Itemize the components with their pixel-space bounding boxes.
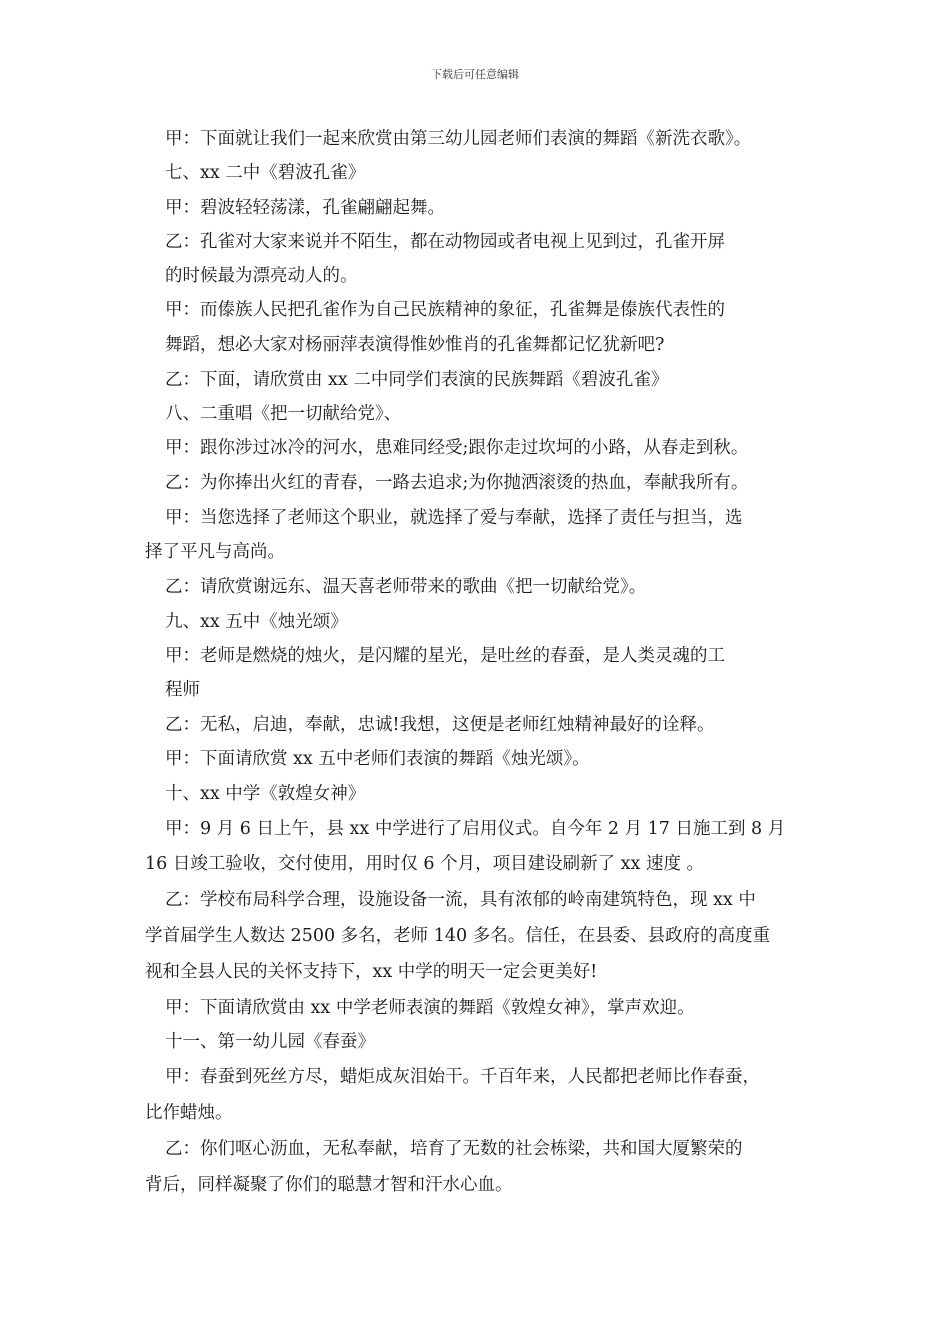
section-heading: 十、xx 中学《敦煌女神》 [165,784,366,804]
text-line: 乙：请欣赏谢远东、温天喜老师带来的歌曲《把一切献给党》。 [165,577,647,597]
text-line: 乙：学校布局科学合理，设施设备一流，具有浓郁的岭南建筑特色，现 xx 中 [165,890,756,910]
section-heading: 七、xx 二中《碧波孔雀》 [165,163,366,183]
text-line: 甲：9 月 6 日上午，县 xx 中学进行了启用仪式。自今年 2 月 17 日施工到 8 月 [165,819,786,839]
text-line: 视和全县人民的关怀支持下，xx 中学的明天一定会更美好! [145,962,598,982]
text-line: 背后，同样凝聚了你们的聪慧才智和汗水心血。 [145,1175,513,1195]
text-line: 甲：碧波轻轻荡漾，孔雀翩翩起舞。 [165,198,445,218]
text-line: 甲：而傣族人民把孔雀作为自己民族精神的象征，孔雀舞是傣族代表性的 [165,300,725,320]
section-heading: 十一、第一幼儿园《春蚕》 [165,1032,375,1052]
text-line: 比作蜡烛。 [145,1103,233,1123]
text-line: 的时候最为漂亮动人的。 [165,266,358,286]
text-line: 甲：春蚕到死丝方尽，蜡炬成灰泪始干。千百年来，人民都把老师比作春蚕， [165,1067,760,1087]
text-line: 乙：孔雀对大家来说并不陌生，都在动物园或者电视上见到过，孔雀开屏 [165,232,725,252]
text-line: 程师 [165,680,200,700]
text-line: 舞蹈，想必大家对杨丽萍表演得惟妙惟肖的孔雀舞都记忆犹新吧? [165,335,665,355]
text-line: 甲：下面就让我们一起来欣赏由第三幼儿园老师们表演的舞蹈《新洗衣歌》。 [165,129,752,149]
section-heading: 八、二重唱《把一切献给党》、 [165,404,402,424]
text-line: 学首届学生人数达 2500 多名，老师 140 多名。信任，在县委、县政府的高度重 [145,926,771,946]
text-line: 甲：当您选择了老师这个职业，就选择了爱与奉献，选择了责任与担当，选 [165,508,743,528]
text-line: 甲：下面请欣赏由 xx 中学老师表演的舞蹈《敦煌女神》，掌声欢迎。 [165,998,695,1018]
text-line: 16 日竣工验收，交付使用，用时仅 6 个月，项目建设刷新了 xx 速度 。 [145,854,705,874]
text-line: 乙：无私，启迪，奉献，忠诚!我想，这便是老师红烛精神最好的诠释。 [165,715,715,735]
text-line: 择了平凡与高尚。 [145,542,285,562]
text-line: 甲：老师是燃烧的烛火，是闪耀的星光，是吐丝的春蚕，是人类灵魂的工 [165,646,725,666]
text-line: 乙：为你捧出火红的青春，一路去追求;为你抛洒滚烫的热血，奉献我所有。 [165,473,749,493]
text-line: 乙：下面，请欣赏由 xx 二中同学们表演的民族舞蹈《碧波孔雀》 [165,370,669,390]
text-line: 乙：你们呕心沥血，无私奉献，培育了无数的社会栋梁，共和国大厦繁荣的 [165,1139,743,1159]
page-header: 下载后可任意编辑 [431,68,519,81]
text-line: 甲：下面请欣赏 xx 五中老师们表演的舞蹈《烛光颂》。 [165,749,590,769]
section-heading: 九、xx 五中《烛光颂》 [165,612,348,632]
text-line: 甲：跟你涉过冰冷的河水，患难同经受;跟你走过坎坷的小路，从春走到秋。 [165,438,749,458]
